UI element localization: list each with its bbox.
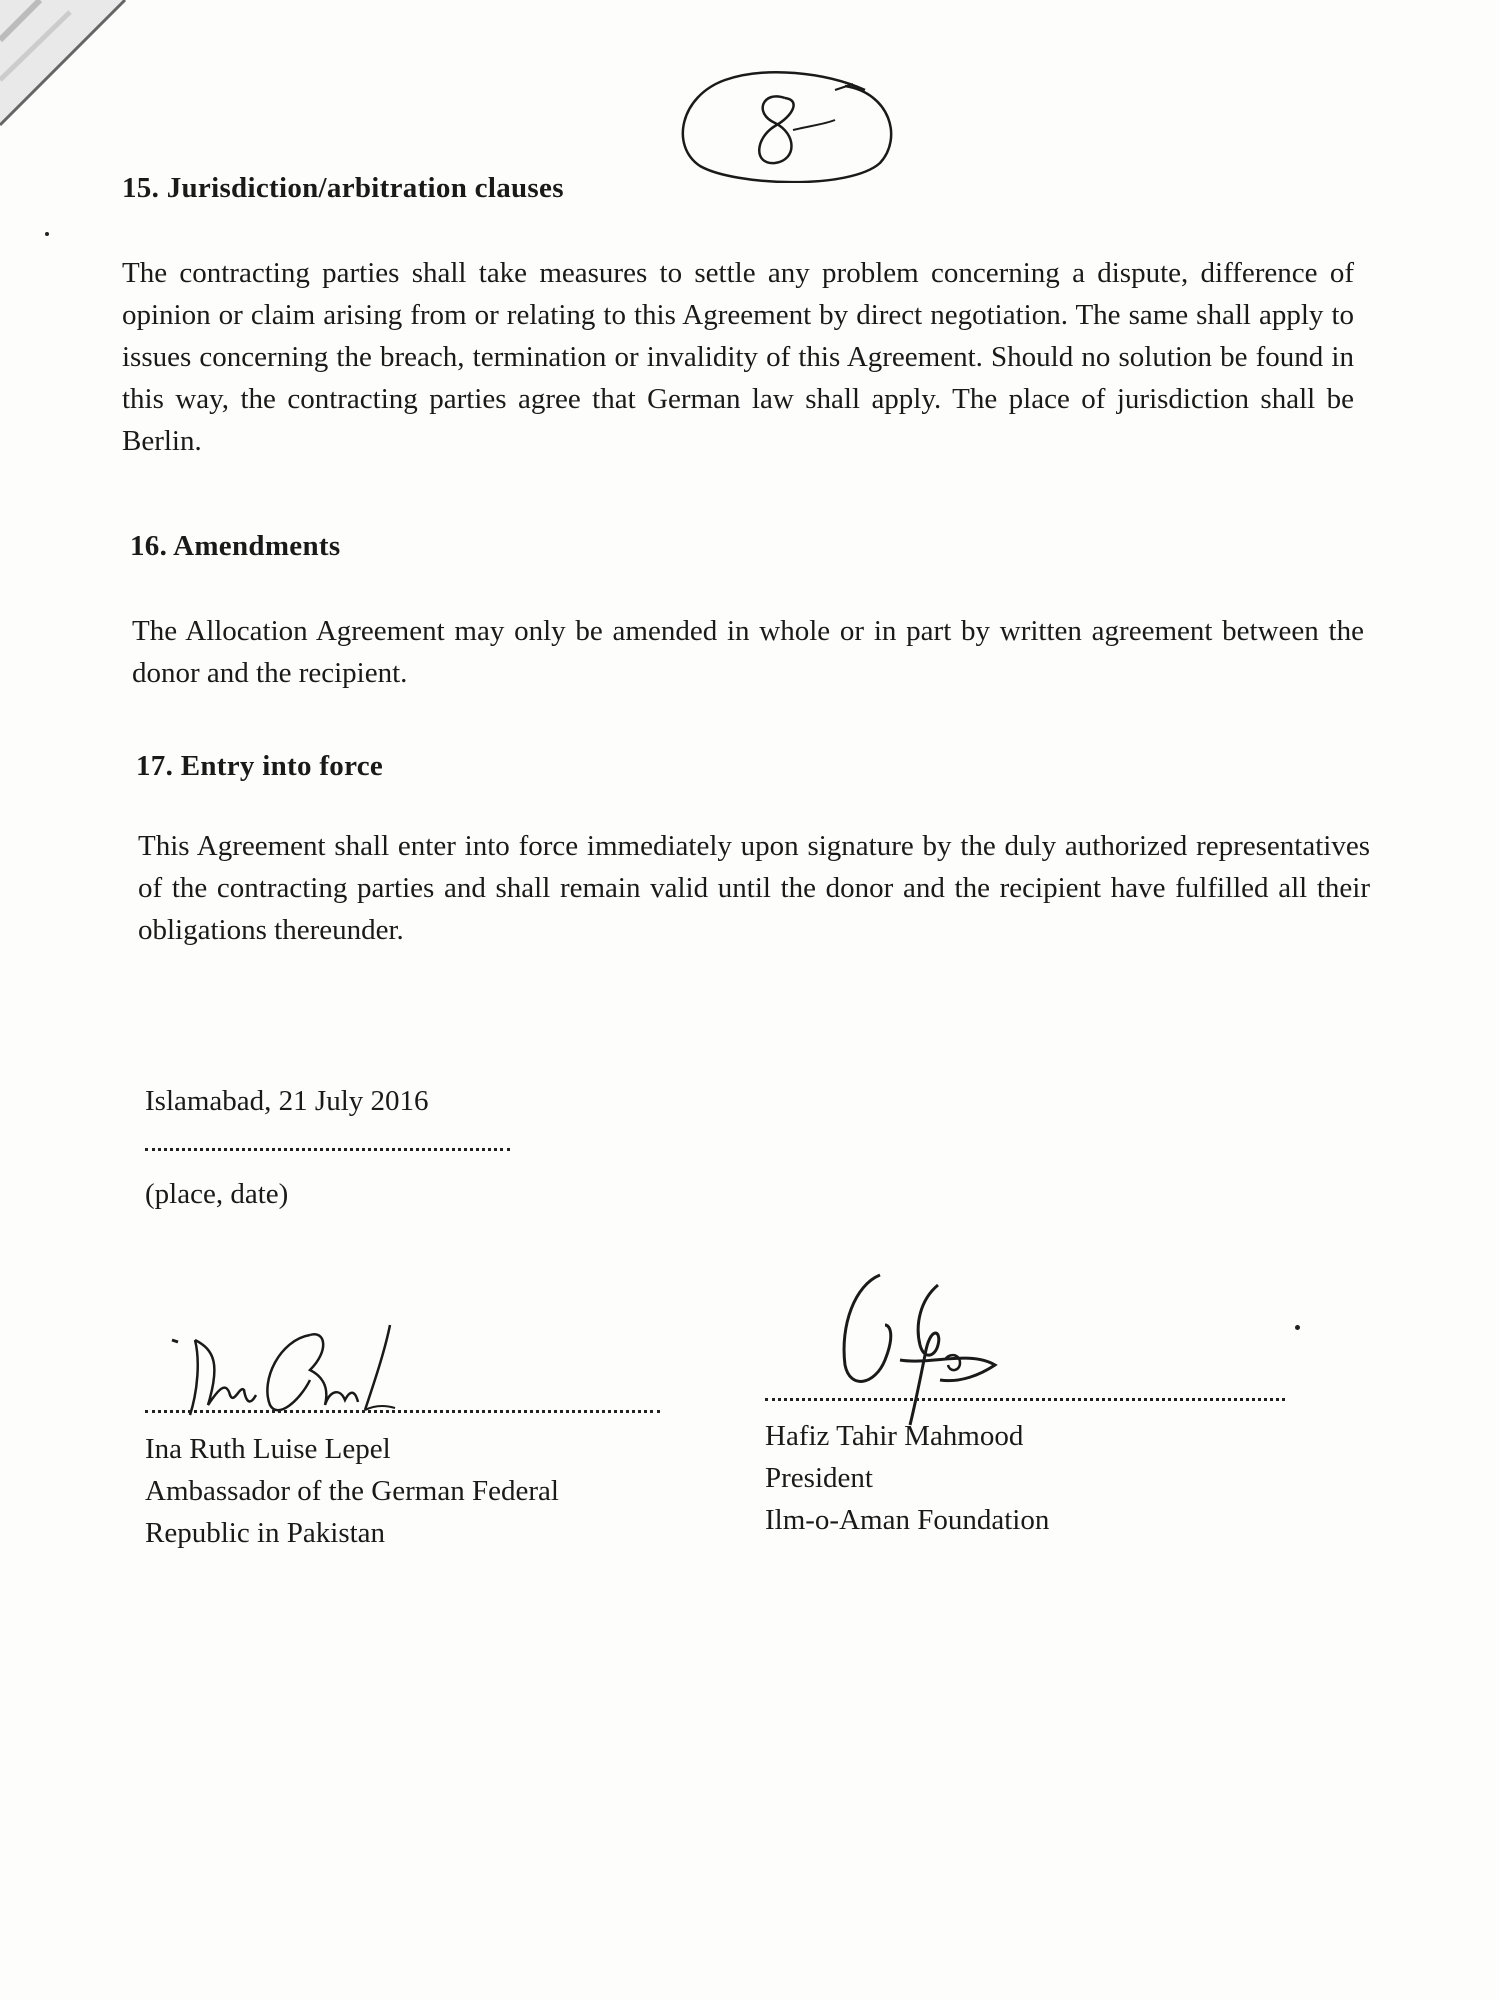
signer-ambassador-title-2: Republic in Pakistan xyxy=(145,1517,386,1549)
scan-speck xyxy=(1295,1325,1300,1330)
place-date-caption: (place, date) xyxy=(145,1178,289,1210)
section-15-body: The contracting parties shall take measures to settle any problem concerning a dispute, difference of opinion or claim arising from or relating to this Agreement by direct negotiation. The same shall apply to issues concerning the breach, termination or invalidity of this Agreement. Should no solution be found in this way, the contracting parties agree that German law shall apply. The place of jurisdiction shall be Berlin. xyxy=(122,257,1354,457)
signature-line-president xyxy=(765,1398,1285,1401)
scan-corner-artifact xyxy=(0,0,140,140)
place-date-line xyxy=(145,1148,510,1151)
section-16-body: The Allocation Agreement may only be amended in whole or in part by written agreement between the donor and the recipient. xyxy=(132,615,1364,689)
signature-president xyxy=(820,1265,1040,1430)
signer-ambassador-name: Ina Ruth Luise Lepel xyxy=(145,1433,391,1465)
signer-president-name: Hafiz Tahir Mahmood xyxy=(765,1420,1024,1452)
signature-ambassador xyxy=(160,1310,420,1425)
signer-ambassador-title-1: Ambassador of the German Federal xyxy=(145,1475,559,1507)
handwritten-page-number xyxy=(675,68,905,183)
scan-speck xyxy=(45,232,49,236)
signer-president xyxy=(765,1415,1049,1541)
signer-president-title-2: Ilm-o-Aman Foundation xyxy=(765,1504,1050,1536)
section-16-heading: 16. Amendments xyxy=(130,530,341,562)
signer-ambassador xyxy=(145,1428,559,1554)
section-17-heading: 17. Entry into force xyxy=(136,750,384,782)
signature-line-ambassador xyxy=(145,1410,660,1413)
section-15-heading: 15. Jurisdiction/arbitration clauses xyxy=(122,172,564,204)
signer-president-title-1: President xyxy=(765,1462,873,1494)
section-17-body: This Agreement shall enter into force immediately upon signature by the duly authorized representatives of the contracting parties and shall remain valid until the donor and the recipient have fulfilled all their obligations thereunder. xyxy=(138,830,1370,946)
place-date-value: Islamabad, 21 July 2016 xyxy=(145,1085,429,1117)
